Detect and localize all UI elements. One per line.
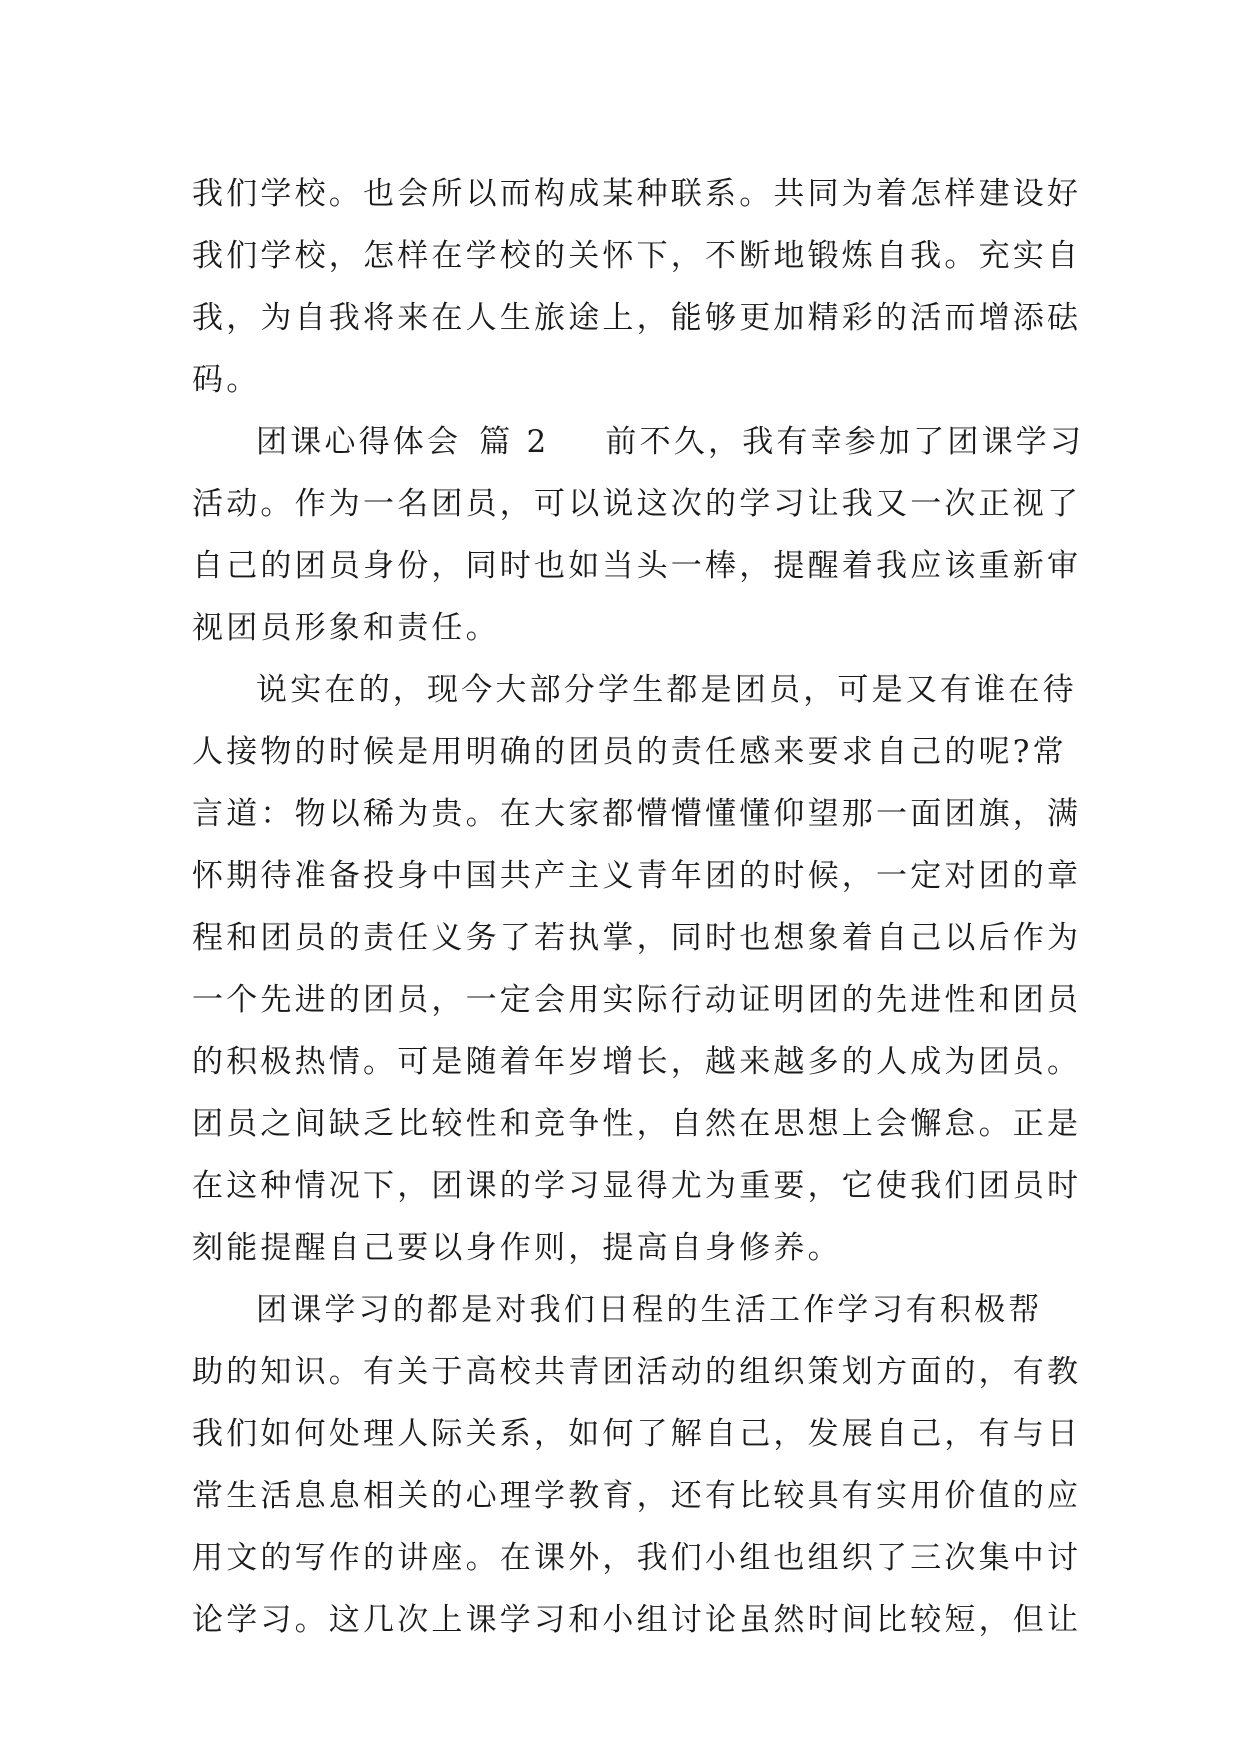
text-line: 论学习。这几次上课学习和小组讨论虽然时间比较短，但让 bbox=[192, 1602, 1082, 1638]
text-line: 我们学校。也会所以而构成某种联系。共同为着怎样建设好 bbox=[192, 176, 1082, 212]
paragraph-first-line: 团课学习的都是对我们日程的生活工作学习有积极帮 bbox=[256, 1292, 1043, 1328]
text-line: 助的知识。有关于高校共青团活动的组织策划方面的，有教 bbox=[192, 1354, 1082, 1390]
section-first-text: 前不久，我有幸参加了团课学习 bbox=[605, 424, 1085, 460]
document-body bbox=[192, 163, 1085, 1651]
text-line: 怀期待准备投身中国共产主义青年团的时候，一定对团的章 bbox=[192, 858, 1082, 894]
text-line: 自己的团员身份，同时也如当头一棒，提醒着我应该重新审 bbox=[192, 548, 1082, 584]
text-line: 团员之间缺乏比较性和竞争性，自然在思想上会懈怠。正是 bbox=[192, 1106, 1082, 1142]
text-line: 我，为自我将来在人生旅途上，能够更加精彩的活而增添砝 bbox=[192, 300, 1082, 336]
text-line: 常生活息息相关的心理学教育，还有比较具有实用价值的应 bbox=[192, 1478, 1082, 1514]
text-line: 程和团员的责任义务了若执掌，同时也想象着自己以后作为 bbox=[192, 920, 1082, 956]
section-title: 团课心得体会 bbox=[256, 424, 462, 460]
text-line: 刻能提醒自己要以身作则，提高自身修养。 bbox=[192, 1230, 842, 1266]
section-number: 篇 2 bbox=[479, 424, 550, 460]
text-line: 在这种情况下，团课的学习显得尤为重要，它使我们团员时 bbox=[192, 1168, 1082, 1204]
text-line: 我们学校，怎样在学校的关怀下，不断地锻炼自我。充实自 bbox=[192, 238, 1082, 274]
paragraph-first-line: 说实在的，现今大部分学生都是团员，可是又有谁在待 bbox=[256, 672, 1077, 708]
text-line: 的积极热情。可是随着年岁增长，越来越多的人成为团员。 bbox=[192, 1044, 1082, 1080]
text-line: 活动。作为一名团员，可以说这次的学习让我又一次正视了 bbox=[192, 486, 1082, 522]
text-line: 我们如何处理人际关系，如何了解自己，发展自己，有与日 bbox=[192, 1416, 1082, 1452]
text-line: 视团员形象和责任。 bbox=[192, 610, 500, 646]
text-line: 用文的写作的讲座。在课外，我们小组也组织了三次集中讨 bbox=[192, 1540, 1082, 1576]
text-line: 一个先进的团员，一定会用实际行动证明团的先进性和团员 bbox=[192, 982, 1082, 1018]
section-heading-line bbox=[192, 411, 1085, 473]
text-line: 码。 bbox=[192, 362, 261, 398]
text-line: 言道：物以稀为贵。在大家都懵懵懂懂仰望那一面团旗，满 bbox=[192, 796, 1082, 832]
text-line: 人接物的时候是用明确的团员的责任感来要求自己的呢?常 bbox=[192, 734, 1067, 770]
